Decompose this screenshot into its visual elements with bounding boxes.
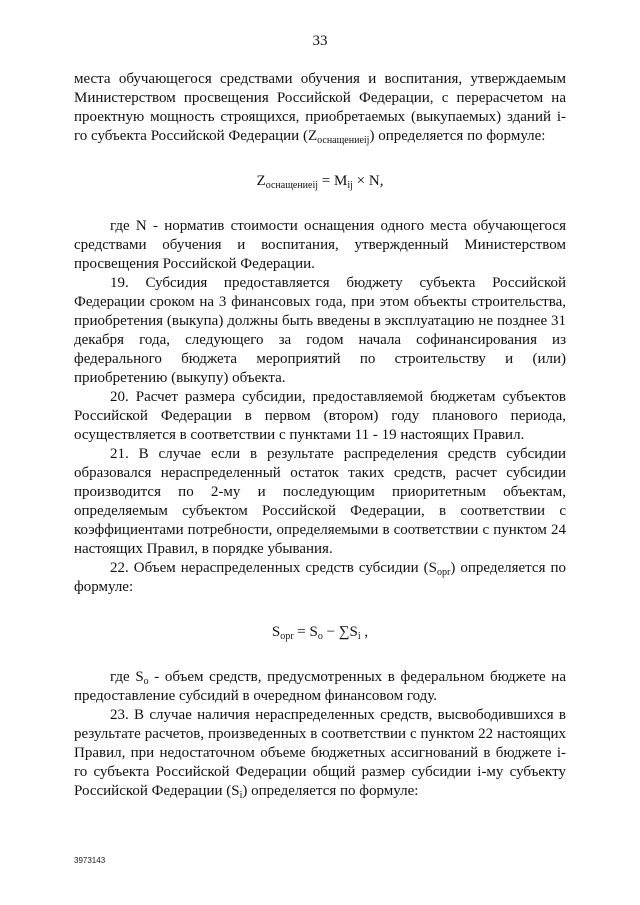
formula-m-subscript: ij bbox=[347, 180, 353, 191]
formula-eq-m: = M bbox=[318, 173, 348, 189]
paragraph-20: 20. Расчет размера субсидии, предоставляемой бюджетам субъектов Российской Федерации в первом (втором) году планового периода, осуществляется в соответствии с пунктами 11 - 19 настоящих Правил. bbox=[74, 389, 566, 443]
p23-text-a: 23. В случае наличия нераспределенных средств, высвободившихся в результате расчетов, произведенных в соответствии с пунктом 22 настоящих Правил, при недостаточном объеме бюджетных ассигнований в бюджете i-го субъекта Российской Федерации общий размер субсидии i-му субъекту Российской Федерации (S bbox=[74, 707, 566, 799]
where-so-paragraph bbox=[74, 668, 566, 706]
where-n-paragraph: где N - норматив стоимости оснащения одного места обучающегося средствами обучения и воспитания, утвержденный Министерством просвещения Российской Федерации. bbox=[74, 218, 566, 272]
formula-times-n: × N, bbox=[352, 173, 384, 189]
formula-z: Z bbox=[256, 173, 266, 189]
p22-text-a: 22. Объем нераспределенных средств субсидии (S bbox=[110, 560, 437, 576]
formula2-minus-sum: − ∑S bbox=[322, 624, 358, 640]
document-id: 3973143 bbox=[74, 856, 106, 865]
formula2-s: S bbox=[271, 624, 281, 640]
formula2-end: , bbox=[360, 624, 369, 640]
paragraph-21: 21. В случае если в результате распределения средств субсидии образовался нераспределенный остаток таких средств, расчет субсидии производится по 2-му и последующим приоритетным объектам, определяемым субъектом Российской Федерации, в соответствии с коэффициентами потребности, определяемыми в соответствии с пунктом 24 настоящих Правил, в порядке убывания. bbox=[74, 446, 566, 557]
formula2-i-subscript: i bbox=[357, 631, 361, 642]
intro-text-b: ) определяется по формуле: bbox=[369, 128, 546, 144]
paragraph-19: 19. Субсидия предоставляется бюджету субъекта Российской Федерации сроком на 3 финансовых года, при этом объекты строительства, приобретения (выкупа) должны быть введены в эксплуатацию не позднее 31 декабря года, следующего за годом начала софинансирования из федерального бюджета мероприятий по строительству и (или) приобретению (выкупу) объекта. bbox=[74, 275, 566, 386]
paragraph-22 bbox=[74, 559, 566, 597]
p23-subscript: i bbox=[239, 790, 243, 801]
formula-unallocated bbox=[74, 623, 566, 642]
formula2-o-subscript: o bbox=[317, 631, 323, 642]
p23-text-b: ) определяется по формуле: bbox=[242, 783, 419, 799]
where-so-text-b: - объем средств, предусмотренных в федеральном бюджете на предоставление субсидий в очередном финансовом году. bbox=[74, 669, 566, 704]
p22-subscript: opr bbox=[437, 567, 451, 578]
where-so-subscript: o bbox=[143, 676, 149, 687]
intro-subscript: оснащениеij bbox=[317, 135, 370, 146]
intro-paragraph bbox=[74, 70, 566, 146]
formula-equipment bbox=[74, 172, 566, 191]
formula-z-subscript: оснащениеij bbox=[265, 180, 319, 191]
paragraph-23 bbox=[74, 706, 566, 801]
formula2-s-subscript: opr bbox=[280, 631, 294, 642]
document-body bbox=[74, 70, 566, 801]
page-number: 33 bbox=[312, 33, 328, 49]
where-so-text-a: где S bbox=[110, 669, 144, 685]
p22-text-b: ) определяется по формуле: bbox=[74, 560, 566, 595]
intro-text-a: места обучающегося средствами обучения и воспитания, утверждаемым Министерством просвещения Российской Федерации, с перерасчетом на проектную мощность строящихся, приобретаемых (выкупаемых) зданий i-го субъекта Российской Федерации (Z bbox=[74, 71, 566, 144]
formula2-eq-s: = S bbox=[293, 624, 318, 640]
